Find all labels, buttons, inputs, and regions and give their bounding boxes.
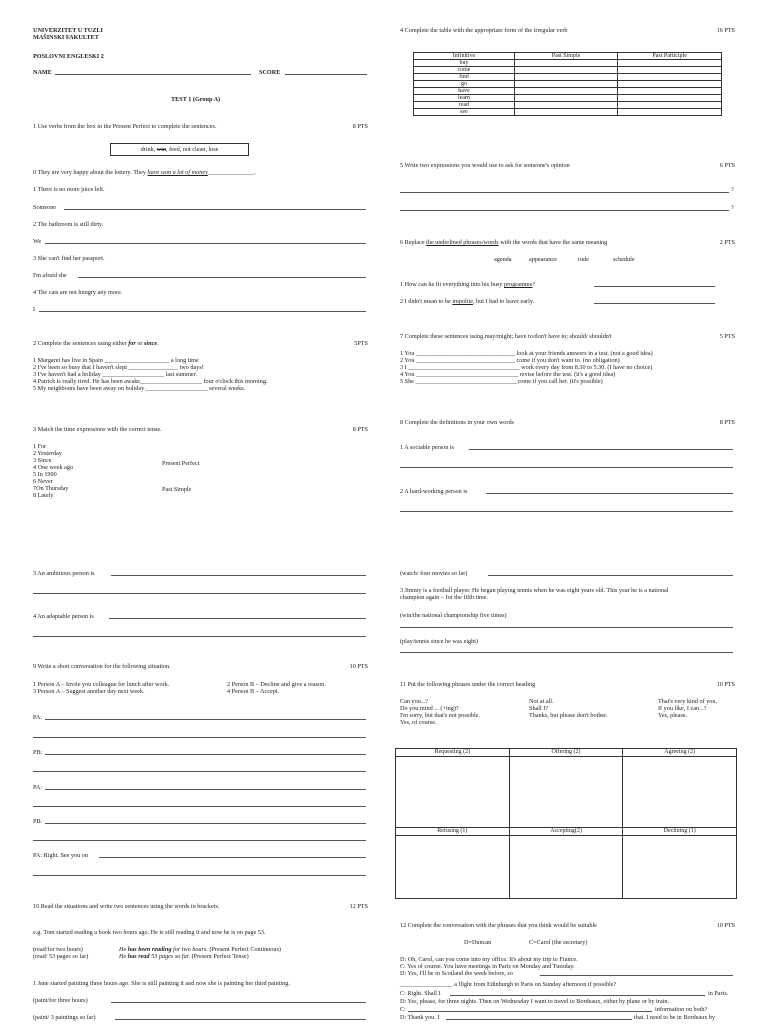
t9-line-pa-1b[interactable]: [33, 737, 366, 738]
t10-s1-cue-2: (paint/ 3 paintings so far): [33, 1014, 96, 1021]
heading-agreeing: Agreeing (2): [623, 749, 737, 757]
t8-def-3-line-a[interactable]: [111, 575, 366, 576]
task-4-points: 16 PTS: [716, 27, 735, 34]
t10-answer-1: [119, 946, 281, 953]
heading-accepting: Accepting(2): [509, 828, 623, 836]
table-row: [414, 102, 722, 109]
verb-infinitive: go: [414, 81, 515, 88]
t10-situation-3b: champion again – for the fifth time.: [400, 594, 489, 601]
t1-item-3: 3 She can't find her passport.: [33, 255, 105, 262]
task-10-points: 12 PTS: [349, 903, 368, 910]
heading-offering: Offering (2): [509, 749, 623, 757]
t6-s1-b: ?: [532, 281, 536, 288]
past-participle-cell[interactable]: [618, 81, 722, 88]
t1-answer-3-label: I'm afraid she: [33, 272, 67, 279]
past-simple-cell[interactable]: [514, 67, 617, 74]
t1-item-4: 4 The cats are not hungry any more.: [33, 289, 123, 296]
example-answer: have won a lot of money: [147, 169, 208, 176]
task-1-example: [33, 169, 256, 176]
t12-line-5: C: Right. Shall I: [400, 990, 441, 997]
t9-label-pa-1: PA:: [33, 714, 43, 721]
t10-s3-line-2[interactable]: [400, 652, 733, 653]
phrase-not-at-all[interactable]: Not at all.: [529, 698, 554, 705]
t12-blank-4[interactable]: [446, 1019, 632, 1020]
task-9-instruction: 9 Write a short conversation for the following situation.: [33, 663, 171, 670]
t12-line-4[interactable]: _________________ a flight from Edinburgh to Paris on Sunday afternoon if possible?: [400, 981, 617, 988]
t8-def-3-line-b[interactable]: [33, 593, 366, 594]
task-1-header: [33, 123, 368, 130]
t12-line-3: D: Yes, I'll be in Scotland the week before, so: [400, 970, 513, 977]
task-7-instruction: 7 Complete these sentences using may/might; have to/don't have to; should/ shouldn't: [400, 333, 612, 340]
t9-line-pa-2b[interactable]: [33, 806, 366, 807]
t5-q-2: ?: [731, 204, 734, 211]
table-row: [414, 88, 722, 95]
grid-body-top: [396, 757, 737, 828]
irregular-verbs-table: [413, 52, 722, 116]
t6-word-1: agenda: [494, 256, 512, 263]
header-past-participle: Past Participle: [618, 53, 722, 60]
t3-item-7[interactable]: 7On Thursday: [33, 485, 69, 492]
t7-line-5[interactable]: 5 She _________________________________come if you call her. (it's possible): [400, 378, 603, 385]
t10-a1b: has been reading: [127, 946, 172, 953]
header-past-simple: Past Simple: [514, 53, 617, 60]
t9-label-pb-1: PB:: [33, 749, 43, 756]
t1-answer-3-line[interactable]: [78, 277, 366, 278]
verb-infinitive: read: [414, 102, 515, 109]
irregular-verbs-header-row: [414, 53, 722, 60]
task-2-points: 5PTS: [354, 340, 368, 347]
task-2-instr-a: 2 Complete the sentences using either: [33, 340, 129, 347]
t10-a1c: for two hours.: [171, 946, 208, 953]
score-label: SCORE: [259, 69, 281, 76]
t8-def-1-line-a[interactable]: [469, 449, 733, 450]
t10-answer-2: [119, 953, 249, 960]
task-9-header: [33, 663, 368, 670]
example-a: 0 They are very happy about the lottery. They: [33, 169, 148, 176]
t3-item-8[interactable]: 8 Lately: [33, 492, 54, 499]
heading-refusing: Refusing (1): [396, 828, 510, 836]
t3-item-5[interactable]: 5 In 1990: [33, 471, 57, 478]
faculty-name: MAŠINSKI FAKULTET: [33, 34, 99, 41]
tense-present-perfect[interactable]: Present Perfect: [162, 460, 200, 467]
t9-prompt-2: 2 Person B – Decline and give a reason.: [227, 681, 326, 688]
t10-cue-1: (read/for two hours): [33, 946, 83, 953]
t3-item-3[interactable]: 3 Since: [33, 457, 52, 464]
t2-line-3[interactable]: 3 I've haven't had a holiday ____________________ last summer.: [33, 371, 197, 378]
t8-def-4-line-b[interactable]: [33, 636, 366, 637]
past-participle-cell[interactable]: [618, 74, 722, 81]
t12-blank-3[interactable]: [408, 1011, 652, 1012]
t8-def-1-label: 1 A sociable person is: [400, 444, 454, 451]
t12-line-5b: in Paris.: [708, 990, 729, 997]
table-row: [414, 74, 722, 81]
past-simple-cell[interactable]: [514, 109, 617, 116]
task-5-header: [400, 162, 735, 169]
t1-answer-2-line[interactable]: [45, 243, 366, 244]
task-7-header: [400, 333, 735, 340]
cell-declining[interactable]: [623, 836, 737, 899]
t2-line-5[interactable]: 5 My neighbours have been away on holiday ____________________ several weeks.: [33, 385, 246, 392]
phrase-yes-of-course[interactable]: Yes, of course.: [400, 719, 437, 726]
past-participle-cell[interactable]: [618, 67, 722, 74]
verb-infinitive: learn: [414, 95, 515, 102]
t10-s3-cue-2: (play/tennis since he was eight): [400, 638, 479, 645]
past-participle-cell[interactable]: [618, 88, 722, 95]
phrase-if-you-like[interactable]: If you like, I can...?: [658, 705, 707, 712]
phrase-can-you[interactable]: Can you...?: [400, 698, 429, 705]
t9-prompt-1: 1 Person A – Invite you colleague for lunch after work.: [33, 681, 170, 688]
task-4-header: [400, 27, 735, 34]
t6-answer-1[interactable]: [594, 286, 715, 287]
t12-line-8b: that. I need to be in Bordeaux by: [634, 1014, 716, 1021]
t6-word-3: rude: [578, 256, 589, 263]
t12-duncan: D=Duncan: [464, 939, 492, 946]
t10-cue-2: (read/ 53 pages so far): [33, 953, 89, 960]
t2-line-1[interactable]: 1 Margaret has live in Spain _____________________ a long time: [33, 357, 199, 364]
t3-item-4[interactable]: 4 One week ago: [33, 464, 74, 471]
task-12-instruction: 12 Complete the conversation with the phrases that you think would be suitable: [400, 922, 597, 929]
t3-item-6[interactable]: 6 Never: [33, 478, 53, 485]
task-12-points: 10 PTS: [716, 922, 735, 929]
t9-final-label: PA: Right. See you on: [33, 852, 88, 859]
cell-refusing[interactable]: [396, 836, 510, 899]
t6-s2-b: , but I had to leave early.: [472, 298, 535, 305]
task-2-for: for: [128, 340, 136, 347]
past-participle-cell[interactable]: [618, 95, 722, 102]
task-3-header: [33, 426, 368, 433]
example-b: _______________.: [207, 169, 256, 176]
t12-line-2: C: Yes of course. You have meetings in Paris on Monday and Tuesday.: [400, 963, 575, 970]
t10-s3-line-1[interactable]: [400, 627, 733, 628]
task-5-points: 6 PTS: [719, 162, 735, 169]
past-simple-cell[interactable]: [514, 102, 617, 109]
score-field[interactable]: [285, 74, 367, 75]
task-11-points: 10 PTS: [716, 681, 735, 688]
t10-s3-cue-1: (win/the national championship five times): [400, 612, 507, 619]
task-1-instruction: 1 Use verbs from the box in the Present Perfect to complete the sentences.: [33, 123, 217, 130]
tense-past-simple[interactable]: Past Simple: [162, 486, 192, 493]
task-6-points: 2 PTS: [719, 239, 735, 246]
t8-def-2-line-a[interactable]: [486, 493, 733, 494]
heading-requesting: Requesting (2): [396, 749, 510, 757]
past-participle-cell[interactable]: [618, 102, 722, 109]
cell-agreeing[interactable]: [623, 757, 737, 828]
past-simple-cell[interactable]: [514, 81, 617, 88]
t9-label-pa-2: PA:: [33, 784, 43, 791]
t10-situation-3: 3 Jimmy is a football player. He began playing tennis when he was eight years old. This year he is a national: [400, 587, 669, 594]
phrase-dont-bother[interactable]: Thanks, but please don't bother.: [529, 712, 608, 719]
t3-item-1[interactable]: 1 For: [33, 443, 47, 450]
heading-declining: Declining (1): [623, 828, 737, 836]
task-3-points: 8 PTS: [352, 426, 368, 433]
t12-blank-2[interactable]: [450, 995, 705, 996]
t9-line-pb-2b[interactable]: [33, 840, 366, 841]
task-5-instruction: 5 Write two expressions you would use to ask for someone's opinion: [400, 162, 570, 169]
past-simple-cell[interactable]: [514, 74, 617, 81]
cell-requesting[interactable]: [396, 757, 510, 828]
phrase-shall-i[interactable]: Shall I?: [529, 705, 549, 712]
task-12-header: [400, 922, 735, 929]
t12-carol: C=Carol (the secretary): [529, 939, 588, 946]
t12-line-1: D: Oh, Carol, can you come into my office. It's about my trip to France.: [400, 956, 578, 963]
past-simple-cell[interactable]: [514, 95, 617, 102]
verb-infinitive: have: [414, 88, 515, 95]
t8-def-4-line-a[interactable]: [109, 618, 366, 619]
t9-line-pa-2a[interactable]: [45, 789, 366, 790]
t9-line-pb-1b[interactable]: [33, 771, 366, 772]
t1-item-1: 1 There is no more juice left.: [33, 186, 105, 193]
name-label: NAME: [33, 69, 52, 76]
t9-line-pb-1a[interactable]: [45, 754, 366, 755]
t10-a2d: (Present Perfect Tense): [190, 953, 249, 960]
t6-s1-a: 1 How can he fit everything into his busy: [400, 281, 504, 288]
t10-cue-watch: (watch/ four movies so far): [400, 570, 468, 577]
t12-line-6: D: Yes, please, for three nights. Then on Wednesday I want to travel to Bordeaux, either by plane or by train.: [400, 998, 670, 1005]
table-row: [414, 67, 722, 74]
t10-s1-line-2[interactable]: [115, 1019, 366, 1020]
t5-line-1[interactable]: [400, 192, 729, 193]
phrase-yes-please[interactable]: Yes, please.: [658, 712, 688, 719]
t9-label-pb-2: PB:: [33, 818, 43, 825]
task-8-points: 8 PTS: [719, 419, 735, 426]
t12-line-7b: information on both?: [655, 1006, 708, 1013]
verb-box-b: , feed, not clean, lose: [166, 146, 219, 153]
t1-answer-4-label: I: [33, 306, 36, 313]
t2-line-2[interactable]: 2 I've been so busy that I haven't slept ________________ two days!: [33, 364, 204, 371]
verb-infinitive: see: [414, 109, 515, 116]
t9-final-line-a[interactable]: [99, 857, 366, 858]
task-1-points: 8 PTS: [352, 123, 368, 130]
t12-line-8: D: Thank you. I: [400, 1014, 440, 1021]
t12-line-7: C:: [400, 1006, 406, 1013]
t6-sentence-1: [400, 281, 535, 288]
course-name: POSLOVNI ENGLESKI 2: [33, 53, 104, 60]
name-field[interactable]: [55, 74, 251, 75]
t8-def-3-label: 3 An ambitious person is: [33, 570, 95, 577]
t1-answer-1-label: Someone: [33, 204, 57, 211]
t9-prompt-3: 3 Person A – Suggest another day next week.: [33, 688, 145, 695]
cell-accepting[interactable]: [509, 836, 623, 899]
grid-body-bottom: [396, 836, 737, 899]
grid-header-bottom: [396, 828, 737, 836]
t7-line-4[interactable]: 4 You _________________________________ revise before the test. (it's a good idea): [400, 371, 616, 378]
verb-box-a: drink,: [140, 146, 157, 153]
verb-box: [110, 143, 249, 156]
t6-s2-u: impolite: [452, 298, 473, 305]
t10-a1d: (Present Perfect Continuous): [207, 946, 281, 953]
t5-q-1: ?: [731, 186, 734, 193]
task-10-instruction: 10 Read the situations and write two sentences using the words in brackets.: [33, 903, 220, 910]
past-participle-cell[interactable]: [618, 109, 722, 116]
t10-s1-cue-1: (paint/for three hours): [33, 997, 88, 1004]
t1-answer-1-line[interactable]: [64, 209, 366, 210]
t3-item-2[interactable]: 2 Yesterday: [33, 450, 62, 457]
t10-a1a: He: [119, 946, 128, 953]
t12-blank-1[interactable]: [540, 975, 733, 976]
task-8-header: [400, 419, 735, 426]
t8-def-4-label: 4 An adaptable person is: [33, 613, 94, 620]
t1-item-2: 2 The bathroom is still dirty.: [33, 221, 104, 228]
verb-infinitive: find: [414, 74, 515, 81]
t6-s1-u: programme: [503, 281, 533, 288]
t9-prompt-4: 4 Person B – Accept.: [227, 688, 280, 695]
task-11-header: [400, 681, 735, 688]
t7-line-1[interactable]: 1 You ________________________________ look at your friends answers in a test. (not a good idea): [400, 350, 653, 357]
phrase-heading-grid: [395, 748, 737, 899]
t8-def-2-line-b[interactable]: [400, 511, 733, 512]
phrase-do-you-mind[interactable]: Do you mind ... (+ing)?: [400, 705, 459, 712]
university-name: UNIVERZITET U TUZLI: [33, 27, 103, 34]
t10-situation-1: 1 Jane started painting three hours ago. She is still painting it and now she is painting her third painting.: [33, 980, 290, 987]
table-row: [414, 109, 722, 116]
task-10-header: [33, 903, 368, 910]
t8-def-1-line-b[interactable]: [400, 467, 733, 468]
verb-infinitive: come: [414, 67, 515, 74]
t10-example: e.g. Tom started reading a book two hours ago. He is still reading it and now he is on page 53.: [33, 929, 266, 936]
task-2-dot: .: [157, 340, 159, 347]
phrase-not-possible[interactable]: I'm sorry, but that's not possible.: [400, 712, 481, 719]
t1-answer-2-label: We: [33, 238, 42, 245]
task-7-points: 5 PTS: [719, 333, 735, 340]
t10-s1-line-1[interactable]: [111, 1002, 366, 1003]
test-title: TEST 1 (Group A): [171, 96, 221, 103]
cell-offering[interactable]: [509, 757, 623, 828]
t6-word-4: schedule: [613, 256, 635, 263]
past-simple-cell[interactable]: [514, 88, 617, 95]
verb-box-struck: win: [156, 146, 167, 153]
header-infinitive: Infinitive: [414, 53, 515, 60]
t7-line-2[interactable]: 2 You ________________________________ come if you don't want to. (no obligation): [400, 357, 620, 364]
table-row: [414, 95, 722, 102]
past-simple-cell[interactable]: [514, 60, 617, 67]
task-6-instr-a: 6 Replace: [400, 239, 427, 246]
task-2-header: [33, 340, 368, 347]
t7-line-3[interactable]: 3 I ____________________________________ work every day from 8.30 to 5.30. (I have no choice): [400, 364, 653, 371]
task-6-instr-b: with the words that have the same meaning: [498, 239, 608, 246]
t6-word-2: appearance: [529, 256, 557, 263]
task-3-instruction: 3 Match the time expressions with the correct tense.: [33, 426, 162, 433]
phrase-very-kind[interactable]: That's very kind of you.: [658, 698, 718, 705]
t1-answer-4-line[interactable]: [39, 311, 366, 312]
table-row: [414, 81, 722, 88]
t2-line-4[interactable]: 4 Patrick is really tired. He has been awake____________________ four o'clock this morning.: [33, 378, 268, 385]
t6-answer-2[interactable]: [594, 303, 715, 304]
t9-final-line-b[interactable]: [33, 875, 366, 876]
t10-watch-line[interactable]: [488, 575, 733, 576]
t10-a2b: has read: [127, 953, 150, 960]
t5-line-2[interactable]: [400, 210, 729, 211]
task-9-points: 10 PTS: [349, 663, 368, 670]
task-8-instruction: 8 Complete the definitions in your own words: [400, 419, 514, 426]
task-6-header: [400, 239, 735, 246]
task-2-or: or: [135, 340, 145, 347]
t10-a2a: He: [119, 953, 128, 960]
task-6-instr-u: the underlined phrases/words: [426, 239, 499, 246]
task-11-instruction: 11 Put the following phrases under the correct heading: [400, 681, 536, 688]
t10-a2c: 53 pages so far.: [149, 953, 191, 960]
t9-line-pa-1a[interactable]: [45, 719, 366, 720]
grid-header-top: [396, 749, 737, 757]
t9-line-pb-2a[interactable]: [45, 823, 366, 824]
past-participle-cell[interactable]: [618, 60, 722, 67]
t6-sentence-2: [400, 298, 534, 305]
task-4-instruction: 4 Complete the table with the appropriate form of the irregular verb: [400, 27, 568, 34]
verb-infinitive: buy: [414, 60, 515, 67]
task-2-since: since: [144, 340, 158, 347]
t6-s2-a: 2 I didn't mean to be: [400, 298, 453, 305]
t8-def-2-label: 2 A hard-working person is: [400, 488, 468, 495]
table-row: [414, 60, 722, 67]
